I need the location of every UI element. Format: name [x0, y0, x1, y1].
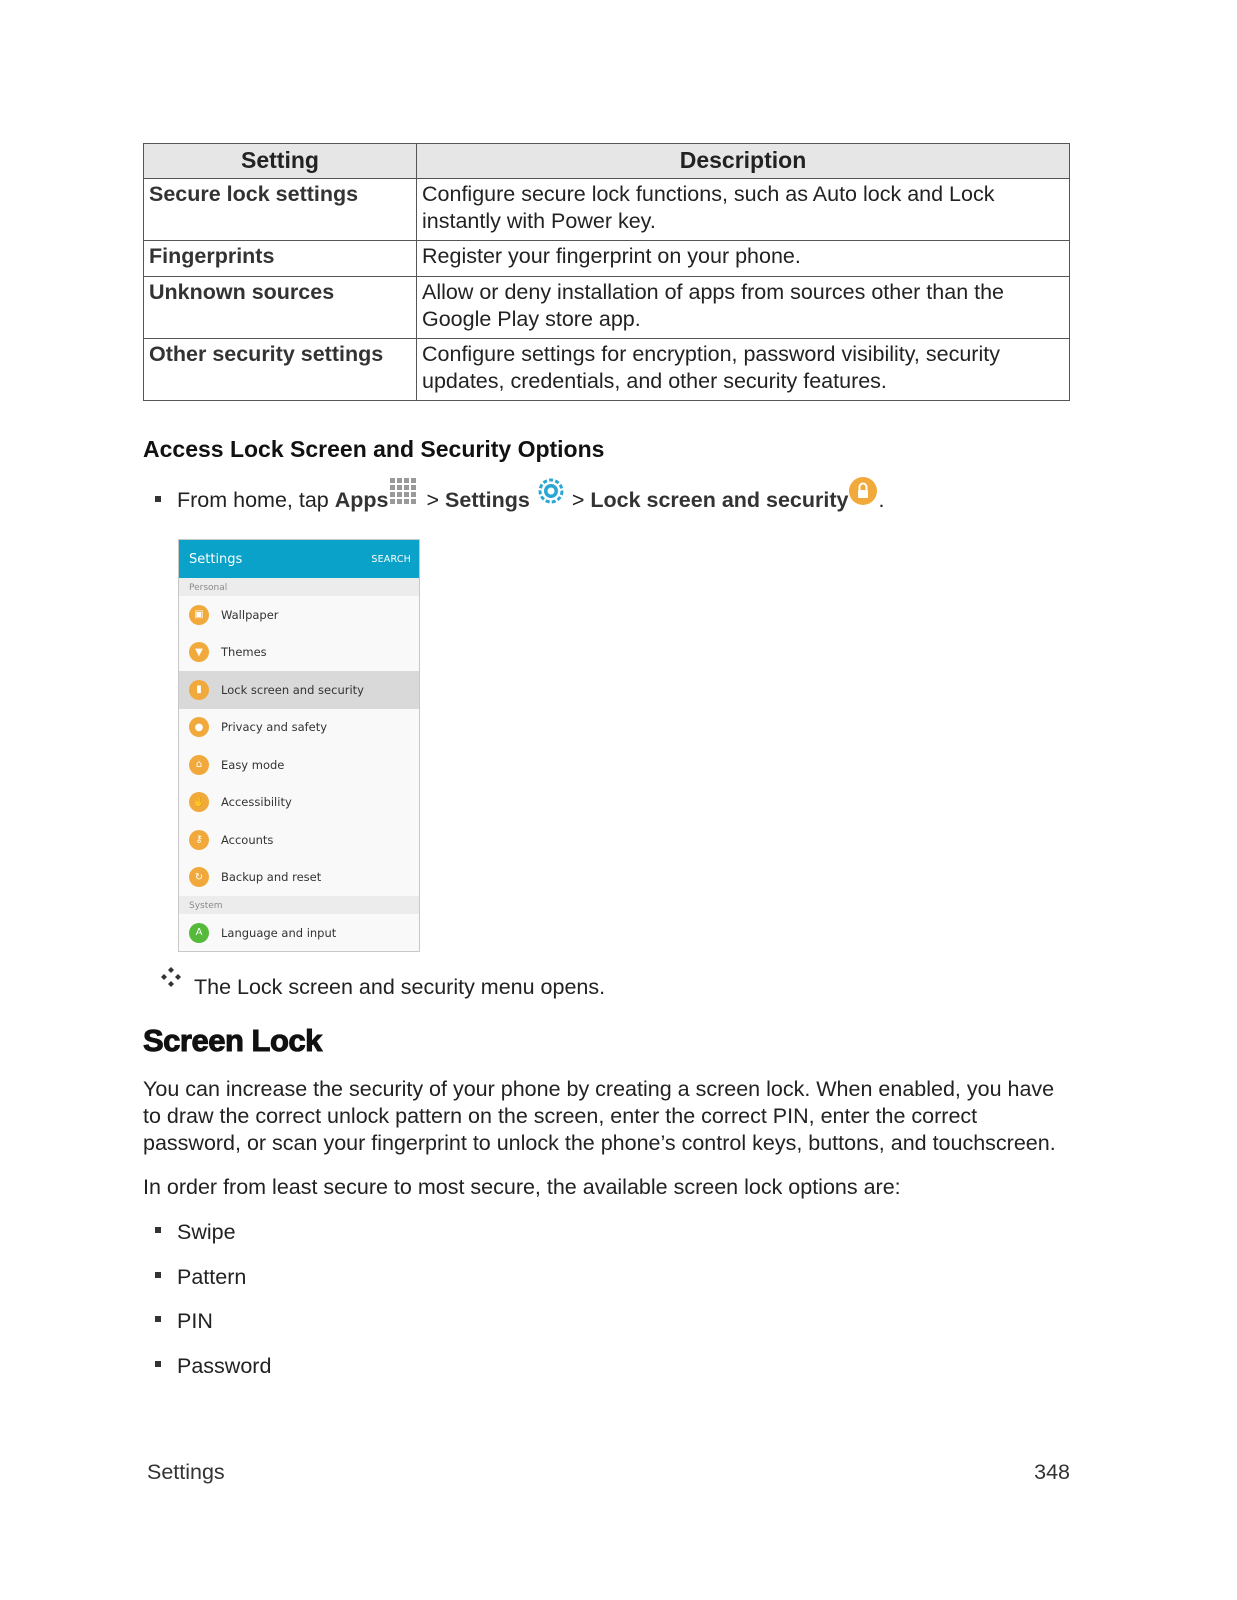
option-label: Password [177, 1353, 272, 1378]
step-instruction [155, 486, 884, 525]
setting-description: Configure secure lock functions, such as Auto lock and Lock instantly with Power key. [417, 179, 1070, 241]
screen-lock-paragraph: You can increase the security of your phone by creating a screen lock. When enabled, you have to draw the correct unlock pattern on the screen, enter the correct PIN, enter the correct password, or scan your fingerprint to unlock the phone’s control keys, buttons, and touchscreen. [143, 1077, 1056, 1155]
bullet-icon [155, 1361, 161, 1367]
lock-icon: ▮ [189, 680, 209, 700]
apps-label: Apps [334, 488, 389, 512]
list-item [155, 1218, 271, 1263]
phone-section-system: System [179, 896, 419, 914]
phone-item-wallpaper [179, 596, 419, 634]
phone-item-label: Wallpaper [221, 607, 279, 622]
option-label: Pattern [177, 1264, 247, 1289]
backup-icon: ↻ [189, 867, 209, 887]
step-text: From home, tap [177, 488, 329, 512]
list-item [155, 1352, 271, 1397]
list-item [155, 1263, 271, 1308]
themes-icon: ▼ [189, 642, 209, 662]
setting-name: Other security settings [144, 339, 417, 401]
phone-item-label: Accounts [221, 832, 274, 847]
easy-mode-icon: ⌂ [189, 755, 209, 775]
bullet-icon [155, 496, 161, 502]
result-text: The Lock screen and security menu opens. [194, 975, 606, 999]
setting-name: Fingerprints [144, 241, 417, 277]
phone-title: Settings [189, 551, 243, 567]
separator: > [571, 488, 585, 512]
table-row [144, 179, 1070, 241]
setting-name: Unknown sources [144, 277, 417, 339]
list-item [155, 1307, 271, 1352]
wallpaper-icon: ▣ [189, 605, 209, 625]
phone-item-label: Language and input [221, 925, 337, 940]
page-number: 348 [1034, 1460, 1070, 1484]
phone-item-label: Accessibility [221, 795, 292, 810]
table-header-description: Description [417, 144, 1070, 179]
phone-item-label: Themes [221, 645, 267, 660]
section-heading: Access Lock Screen and Security Options [143, 436, 605, 462]
screen-lock-options-list [155, 1218, 271, 1396]
settings-label: Settings [445, 488, 530, 512]
phone-item-themes [179, 634, 419, 672]
table-row [144, 339, 1070, 401]
options-intro-paragraph: In order from least secure to most secure, the available screen lock options are: [143, 1175, 901, 1199]
phone-section-personal: Personal [179, 578, 419, 596]
setting-description: Register your fingerprint on your phone. [417, 241, 1070, 277]
phone-screenshot [178, 539, 420, 952]
phone-item-label: Privacy and safety [221, 720, 328, 735]
phone-item-lock-screen [179, 671, 419, 709]
phone-item-label: Easy mode [221, 757, 285, 772]
setting-description: Allow or deny installation of apps from sources other than the Google Play store app. [417, 277, 1070, 339]
phone-item-language [179, 914, 419, 952]
phone-item-accessibility [179, 784, 419, 822]
setting-description: Configure settings for encryption, password visibility, security updates, credentials, and other security features. [417, 339, 1070, 401]
phone-item-privacy [179, 709, 419, 747]
table-header-setting: Setting [144, 144, 417, 179]
phone-item-label: Lock screen and security [221, 682, 364, 697]
language-icon: A [189, 923, 209, 943]
footer-section-label: Settings [147, 1460, 225, 1484]
option-label: Swipe [177, 1220, 236, 1244]
lock-icon [848, 476, 878, 513]
lock-screen-label: Lock screen and security [590, 488, 849, 512]
table-row [144, 241, 1070, 277]
setting-name: Secure lock settings [144, 179, 417, 241]
table-row [144, 277, 1070, 339]
phone-item-accounts [179, 821, 419, 859]
separator: > [426, 488, 440, 512]
settings-gear-icon [536, 476, 566, 513]
privacy-icon: ● [189, 717, 209, 737]
phone-item-easy-mode [179, 746, 419, 784]
apps-grid-icon [388, 476, 420, 515]
phone-item-label: Backup and reset [221, 870, 322, 885]
result-diamond-icon [160, 966, 180, 994]
screen-lock-heading: Screen Lock [143, 1023, 322, 1058]
result-text-line [160, 972, 605, 1000]
phone-item-backup [179, 859, 419, 897]
bullet-icon [155, 1316, 161, 1322]
phone-search-button: SEARCH [371, 553, 411, 565]
phone-app-bar [179, 540, 419, 578]
accessibility-icon: ✋ [189, 792, 209, 812]
bullet-icon [155, 1227, 161, 1233]
period: . [878, 488, 885, 512]
option-label: PIN [177, 1309, 213, 1333]
settings-table [143, 143, 1070, 401]
accounts-icon: ⚷ [189, 830, 209, 850]
bullet-icon [155, 1272, 161, 1278]
